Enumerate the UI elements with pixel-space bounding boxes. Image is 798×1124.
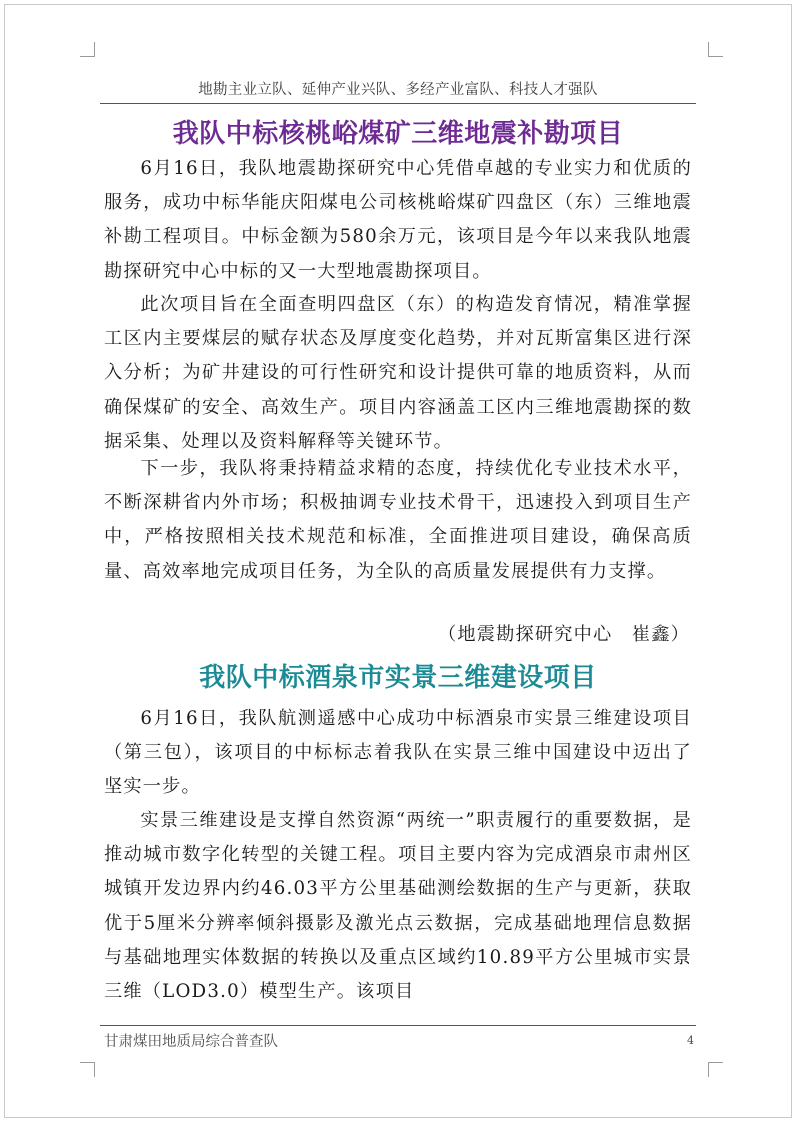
article-paragraph: 下一步，我队将秉持精益求精的态度，持续优化专业技术水平，不断深耕省内外市场；积极抽调专业技术骨干，迅速投入到项目生产中，严格按照相关技术规范和标准，全面推进项目建设，确保高质量、高效率地完成项目任务，为全队的高质量发展提供有力支撑。 bbox=[104, 458, 692, 582]
crop-mark-bottom-right bbox=[708, 1062, 723, 1077]
article-signature: （地震勘探研究中心 崔鑫） bbox=[437, 624, 690, 645]
article-paragraph: 6月16日，我队地震勘探研究中心凭借卓越的专业实力和优质的服务，成功中标华能庆阳煤电公司核桃峪煤矿四盘区（东）三维地震补勘工程项目。中标金额为580余万元，该项目是今年以来我队地震勘探研究中心中标的又一大型地震勘探项目。 bbox=[104, 158, 692, 282]
article-paragraph: 此次项目旨在全面查明四盘区（东）的构造发育情况，精准掌握工区内主要煤层的赋存状态及厚度变化趋势，并对瓦斯富集区进行深入分析；为矿井建设的可行性研究和设计提供可靠的地质资料，从而确保煤矿的安全、高效生产。项目内容涵盖工区内三维地震勘探的数据采集、处理以及资料解释等关键环节。 bbox=[104, 294, 692, 452]
article-paragraph: 6月16日，我队航测遥感中心成功中标酒泉市实景三维建设项目（第三包），该项目的中标标志着我队在实景三维中国建设中迈出了坚实一步。 bbox=[104, 708, 692, 798]
page-number: 4 bbox=[687, 1034, 694, 1047]
footer-divider bbox=[100, 1025, 696, 1026]
footer-organization: 甘肃煤田地质局综合普查队 bbox=[104, 1034, 278, 1050]
header-motto: 地勘主业立队、延伸产业兴队、多经产业富队、科技人才强队 bbox=[198, 82, 598, 98]
article-title: 我队中标核桃峪煤矿三维地震补勘项目 bbox=[172, 119, 624, 149]
crop-mark-bottom-left bbox=[80, 1062, 95, 1077]
crop-mark-top-right bbox=[708, 42, 723, 57]
header-divider bbox=[100, 103, 696, 104]
article-paragraph: 实景三维建设是支撑自然资源“两统一”职责履行的重要数据，是推动城市数字化转型的关键工程。项目主要内容为完成酒泉市肃州区城镇开发边界内约46.03平方公里基础测绘数据的生产与更新，获取优于5厘米分辨率倾斜摄影及激光点云数据，完成基础地理信息数据与基础地理实体数据的转换以及重点区域约10.89平方公里城市实景三维（LOD3.0）模型生产。该项目 bbox=[104, 810, 692, 1003]
crop-mark-top-left bbox=[80, 42, 95, 57]
article-title: 我队中标酒泉市实景三维建设项目 bbox=[199, 663, 597, 693]
